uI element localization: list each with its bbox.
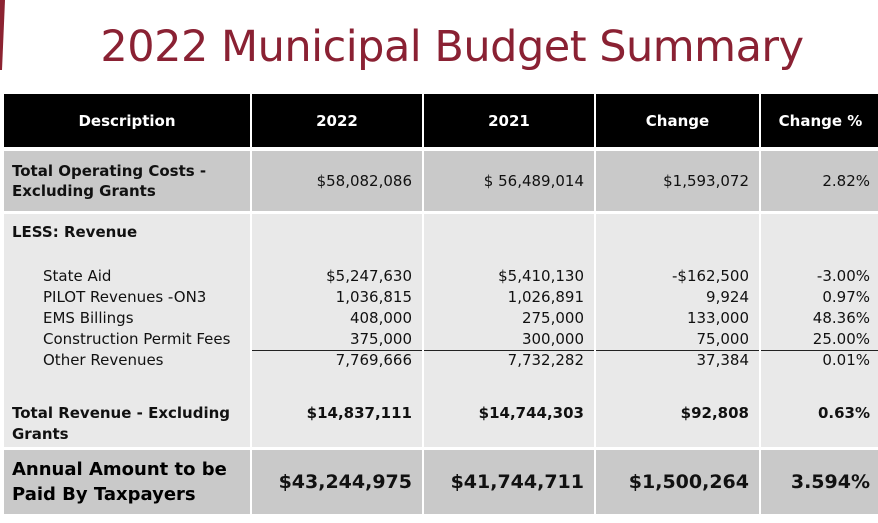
- annual-2021: $41,744,711: [423, 449, 595, 515]
- revenue-change: [595, 213, 760, 449]
- revenue-item-value: 48.36%: [812, 309, 870, 327]
- header-row: [4, 94, 878, 149]
- revenue-2021: [423, 213, 595, 449]
- revenue-item-value: 300,000: [521, 330, 584, 348]
- revenue-item-value: -3.00%: [816, 267, 870, 285]
- revenue-item-value: 37,384: [696, 351, 749, 369]
- total-revenue-2021: $14,744,303: [478, 404, 584, 422]
- annual-change: $1,500,264: [595, 449, 760, 515]
- revenue-2022: [251, 213, 423, 449]
- subtotal-rule: [424, 350, 594, 351]
- revenue-item-value: 275,000: [521, 309, 584, 327]
- operating-2022: $58,082,086: [251, 149, 423, 213]
- revenue-item-value: 7,732,282: [507, 351, 584, 369]
- revenue-change-pct: [760, 213, 878, 449]
- header-2021: 2021: [423, 94, 595, 149]
- operating-costs-label: Total Operating Costs - Excluding Grants: [4, 149, 251, 213]
- revenue-item-value: 0.97%: [822, 288, 870, 306]
- annual-2022: $43,244,975: [251, 449, 423, 515]
- revenue-item-label: State Aid: [43, 267, 112, 285]
- revenue-item-value: 7,769,666: [335, 351, 412, 369]
- revenue-item-value: 75,000: [696, 330, 749, 348]
- revenue-block: [4, 213, 878, 449]
- revenue-labels: [4, 213, 251, 449]
- revenue-item-label: Construction Permit Fees: [43, 330, 231, 348]
- revenue-item-value: 9,924: [706, 288, 749, 306]
- revenue-item-value: $5,247,630: [326, 267, 412, 285]
- revenue-item-label: PILOT Revenues -ON3: [43, 288, 207, 306]
- less-revenue-label: LESS: Revenue: [12, 223, 138, 241]
- subtotal-rule: [252, 350, 422, 351]
- annual-amount-label: Annual Amount to be Paid By Taxpayers: [4, 449, 251, 515]
- total-revenue-label: Total Revenue - Excluding Grants: [12, 404, 231, 443]
- header-description: Description: [4, 94, 251, 149]
- revenue-item-value: 1,026,891: [507, 288, 584, 306]
- header-2022: 2022: [251, 94, 423, 149]
- annual-change-pct: 3.594%: [760, 449, 878, 515]
- page-title: 2022 Municipal Budget Summary: [100, 22, 804, 72]
- budget-table: [4, 94, 878, 514]
- subtotal-rule: [761, 350, 878, 351]
- revenue-item-value: 1,036,815: [335, 288, 412, 306]
- revenue-item-label: EMS Billings: [43, 309, 134, 327]
- operating-costs-row: [4, 149, 878, 213]
- operating-change-pct: 2.82%: [760, 149, 878, 213]
- revenue-item-value: 408,000: [349, 309, 412, 327]
- revenue-item-value: 0.01%: [822, 351, 870, 369]
- operating-2021: $ 56,489,014: [423, 149, 595, 213]
- header-change-pct: Change %: [760, 94, 878, 149]
- header-change: Change: [595, 94, 760, 149]
- revenue-item-value: 133,000: [686, 309, 749, 327]
- revenue-item-label: Other Revenues: [43, 351, 164, 369]
- annual-amount-row: [4, 449, 878, 515]
- revenue-item-value: $5,410,130: [498, 267, 584, 285]
- revenue-item-value: 25.00%: [812, 330, 870, 348]
- revenue-item-value: -$162,500: [672, 267, 749, 285]
- total-revenue-2022: $14,837,111: [306, 404, 412, 422]
- subtotal-rule: [596, 350, 759, 351]
- revenue-item-value: 375,000: [349, 330, 412, 348]
- total-revenue-change: $92,808: [680, 404, 749, 422]
- operating-change: $1,593,072: [595, 149, 760, 213]
- total-revenue-change-pct: 0.63%: [817, 404, 870, 422]
